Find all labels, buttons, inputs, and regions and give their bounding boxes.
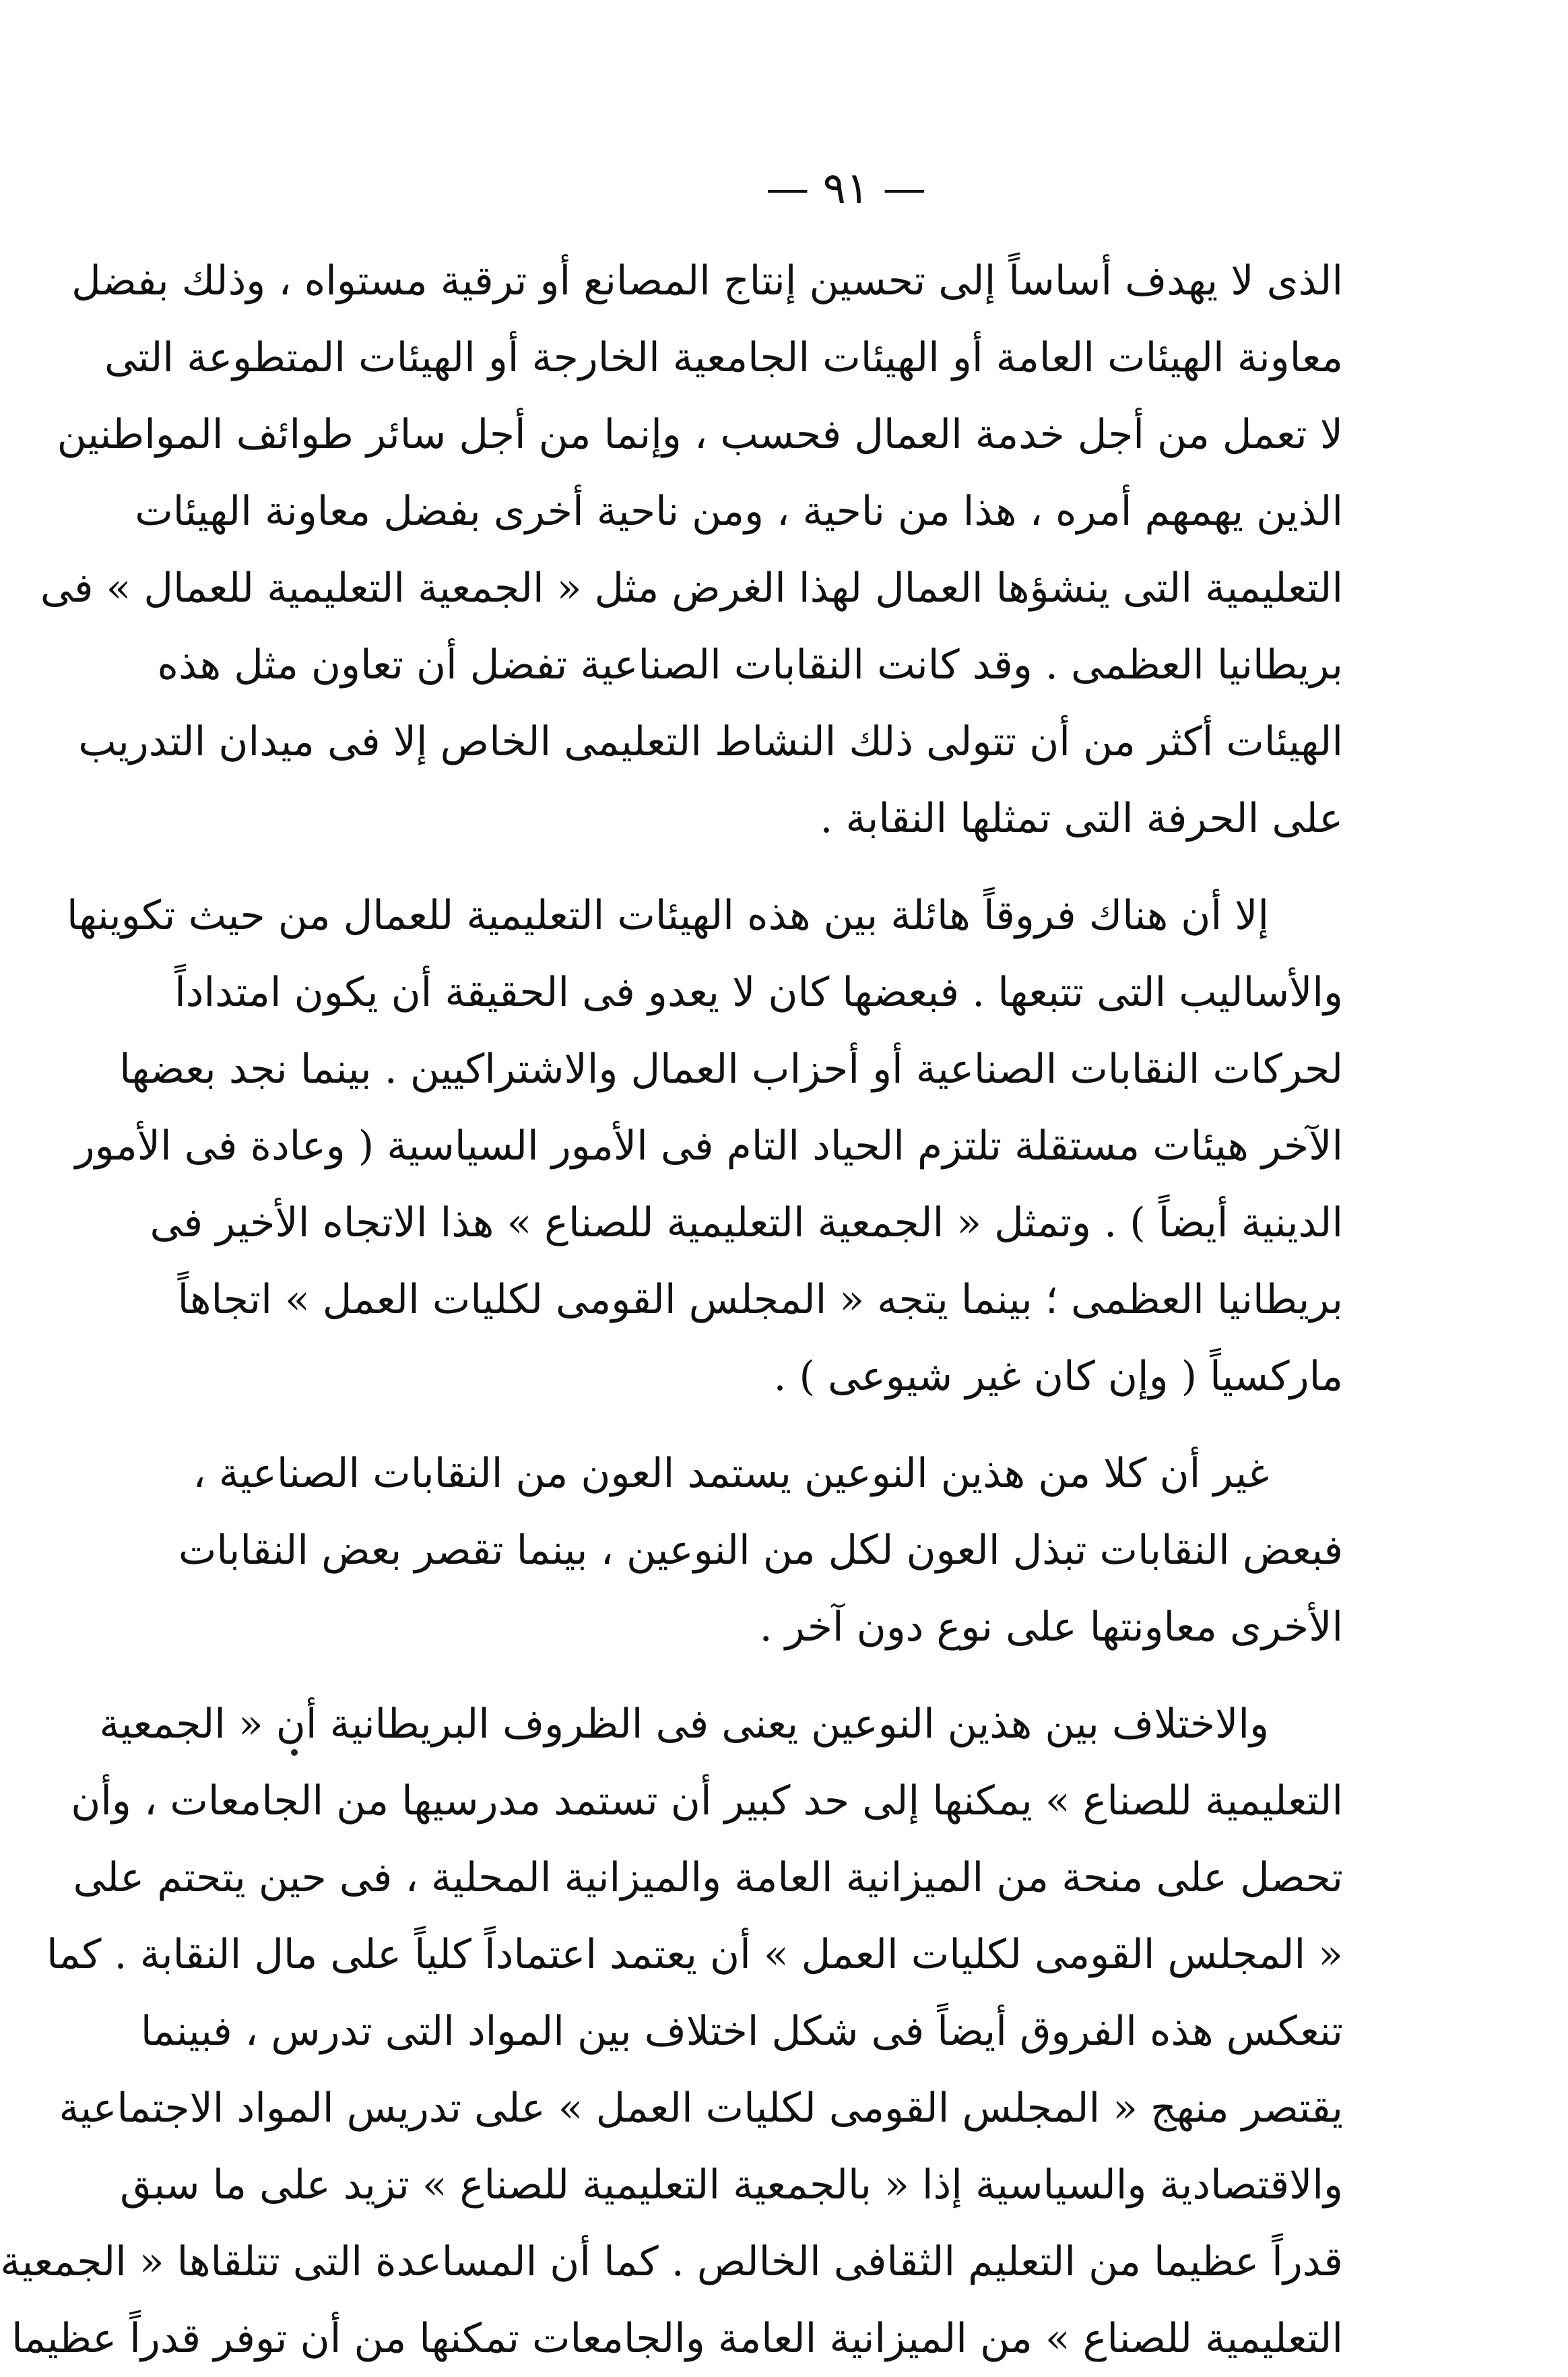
paragraph-4 bbox=[0, 1686, 1343, 2377]
text-line: على الحرفة التى تمثلها النقابة . bbox=[820, 795, 1343, 842]
paragraph-3 bbox=[178, 1435, 1343, 1666]
margin-dot bbox=[291, 1749, 298, 1756]
text-line: لا تعمل من أجل خدمة العمال فحسب ، وإنما من أجل سائر طوائف المواطنين bbox=[57, 411, 1343, 458]
text-line: لحركات النقابات الصناعية أو أحزاب العمال والاشتراكيين . بينما نجد بعضها bbox=[119, 1046, 1343, 1093]
text-line: « المجلس القومى لكليات العمل » أن يعتمد اعتماداً كلياً على مال النقابة . كما bbox=[46, 1931, 1343, 1978]
text-line: ماركسياً ( وإن كان غير شيوعى ) . bbox=[773, 1353, 1343, 1400]
text-line: الهيئات أكثر من أن تتولى ذلك النشاط التعليمى الخاص إلا فى ميدان التدريب bbox=[78, 718, 1343, 765]
text-line: والأساليب التى تتبعها . فبعضها كان لا يعدو فى الحقيقة أن يكون امتداداً bbox=[174, 969, 1343, 1016]
text-line: تحصل على منحة من الميزانية العامة والميزانية المحلية ، فى حين يتحتم على bbox=[73, 1854, 1343, 1901]
text-line: الذين يهمهم أمره ، هذا من ناحية ، ومن ناحية أخرى بفضل معاونة الهيئات bbox=[135, 488, 1343, 535]
paragraph-1 bbox=[40, 243, 1343, 857]
page-number: — ٩١ — bbox=[766, 164, 926, 214]
text-line: تنعكس هذه الفروق أيضاً فى شكل اختلاف بين المواد التى تدرس ، فبينما bbox=[140, 2008, 1343, 2055]
text-line: الآخر هيئات مستقلة تلتزم الحياد التام فى الأمور السياسية ( وعادة فى الأمور bbox=[75, 1122, 1343, 1170]
text-line: بريطانيا العظمى ؛ بينما يتجه « المجلس القومى لكليات العمل » اتجاهاً bbox=[177, 1276, 1343, 1323]
text-line: فبعض النقابات تبذل العون لكل من النوعين ، بينما تقصر بعض النقابات bbox=[178, 1527, 1343, 1574]
text-line: التعليمية للصناع » من الميزانية العامة والجامعات تمكنها من أن توفر قدراً عظيما bbox=[11, 2315, 1343, 2362]
text-line: الدينية أيضاً ) . وتمثل « الجمعية التعليمية للصناع » هذا الاتجاه الأخير فى bbox=[150, 1199, 1343, 1246]
text-line: الأخرى معاونتها على نوع دون آخر . bbox=[759, 1604, 1343, 1651]
text-line: والاقتصادية والسياسية إذا « بالجمعية التعليمية للصناع » تزيد على ما سبق bbox=[120, 2161, 1343, 2209]
text-line: قدراً عظيما من التعليم الثقافى الخالص . كما أن المساعدة التى تتلقاها « الجمعية bbox=[0, 2238, 1343, 2285]
text-line: معاونة الهيئات العامة أو الهيئات الجامعية الخارجة أو الهيئات المتطوعة التى bbox=[104, 334, 1343, 381]
paragraph-2 bbox=[66, 877, 1343, 1415]
text-line: الذى لا يهدف أساساً إلى تحسين إنتاج المصانع أو ترقية مستواه ، وذلك بفضل bbox=[71, 257, 1343, 305]
text-line: يقتصر منهج « المجلس القومى لكليات العمل » على تدريس المواد الاجتماعية bbox=[59, 2085, 1343, 2132]
text-line: التعليمية التى ينشؤها العمال لهذا الغرض مثل « الجمعية التعليمية للعمال » فى bbox=[40, 565, 1343, 612]
text-line: بريطانيا العظمى . وقد كانت النقابات الصناعية تفضل أن تعاون مثل هذه bbox=[157, 641, 1343, 689]
text-line: إلا أن هناك فروقاً هائلة بين هذه الهيئات التعليمية للعمال من حيث تكوينها bbox=[66, 892, 1269, 939]
text-line: التعليمية للصناع » يمكنها إلى حد كبير أن تستمد مدرسيها من الجامعات ، وأن bbox=[71, 1777, 1343, 1825]
text-line: غير أن كلا من هذين النوعين يستمد العون من النقابات الصناعية ، bbox=[193, 1450, 1269, 1497]
body-text bbox=[0, 243, 1343, 2377]
text-line: والاختلاف بين هذين النوعين يعنى فى الظروف البريطانية أن « الجمعية bbox=[99, 1701, 1269, 1748]
